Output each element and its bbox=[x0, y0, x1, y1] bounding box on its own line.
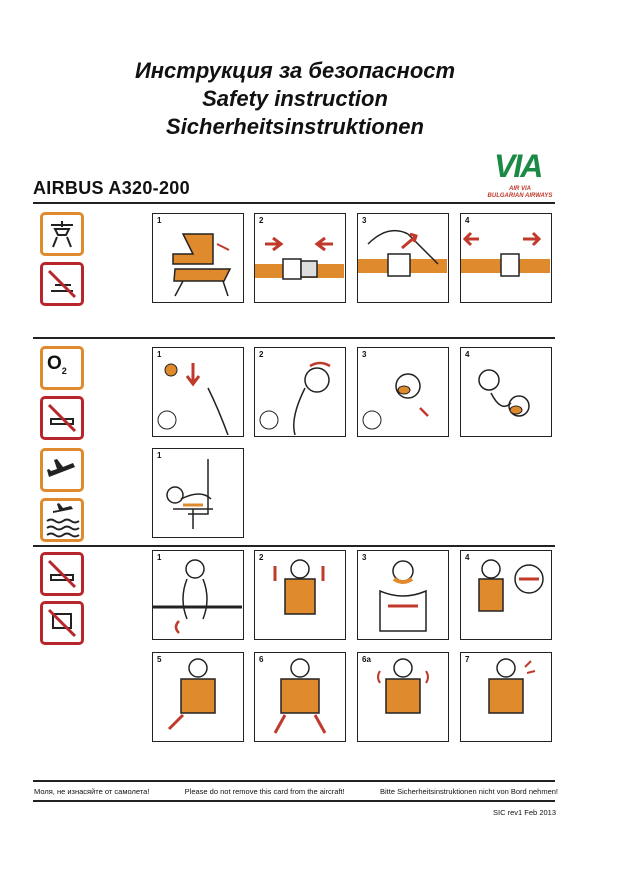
logo-line-1: AIR VIA bbox=[508, 186, 531, 192]
lifevest-panel-2: 2 bbox=[254, 550, 346, 640]
water-landing-icon bbox=[40, 498, 84, 542]
title-german: Sicherheitsinstruktionen bbox=[166, 114, 424, 139]
oxygen-panel-3: 3 bbox=[357, 347, 449, 437]
logo-line-2: BULGARIAN AIRWAYS bbox=[487, 193, 553, 199]
footer-notice-en: Please do not remove this card from the aircraft! bbox=[184, 787, 345, 796]
title-bulgarian: Инструкция за безопасност bbox=[134, 58, 456, 83]
logo-mark: VIA bbox=[494, 148, 542, 184]
section-divider-2 bbox=[33, 545, 555, 547]
air-via-logo bbox=[480, 148, 560, 200]
card-revision: SIC rev1 Feb 2013 bbox=[493, 808, 556, 817]
no-smoking-icon-2 bbox=[40, 552, 84, 596]
footer-divider-top bbox=[33, 780, 555, 782]
lifevest-panel-7: 7 bbox=[460, 652, 552, 742]
no-smoking-icon bbox=[40, 396, 84, 440]
lifevest-panel-3: 3 bbox=[357, 550, 449, 640]
lifevest-panel-1: 1 bbox=[152, 550, 244, 640]
oxygen-panel-2: 2 bbox=[254, 347, 346, 437]
seatbelt-panel-3: 3 bbox=[357, 213, 449, 303]
footer-notice bbox=[34, 787, 558, 796]
header-divider bbox=[33, 202, 555, 204]
oxygen-o2-icon bbox=[40, 346, 84, 390]
landing-airplane-icon bbox=[40, 448, 84, 492]
title-english: Safety instruction bbox=[202, 86, 388, 111]
seatbelt-panel-4: 4 bbox=[460, 213, 552, 303]
no-electronics-icon bbox=[40, 601, 84, 645]
aircraft-model: AIRBUS A320-200 bbox=[33, 178, 190, 198]
no-smoking-seatbelt-icon bbox=[40, 262, 84, 306]
seatbelt-panel-1: 1 bbox=[152, 213, 244, 303]
footer-divider-bottom bbox=[33, 800, 555, 802]
brace-panel-1: 1 bbox=[152, 448, 244, 538]
footer-notice-de: Bitte Sicherheitsinstruktionen nicht von Bord nehmen! bbox=[379, 787, 558, 796]
no-seatbelt-sign-icon bbox=[40, 212, 84, 256]
lifevest-panel-6: 6 bbox=[254, 652, 346, 742]
section-divider-1 bbox=[33, 337, 555, 339]
o2-label: $O_2$ bbox=[47, 353, 67, 376]
oxygen-panel-4: 4 bbox=[460, 347, 552, 437]
lifevest-panel-6a: 6a bbox=[357, 652, 449, 742]
seatbelt-panel-2: 2 bbox=[254, 213, 346, 303]
lifevest-panel-4: 4 bbox=[460, 550, 552, 640]
lifevest-panel-5: 5 bbox=[152, 652, 244, 742]
oxygen-panel-1: 1 bbox=[152, 347, 244, 437]
footer-notice-bg: Моля, не изнасяйте от самолета! bbox=[34, 787, 150, 796]
